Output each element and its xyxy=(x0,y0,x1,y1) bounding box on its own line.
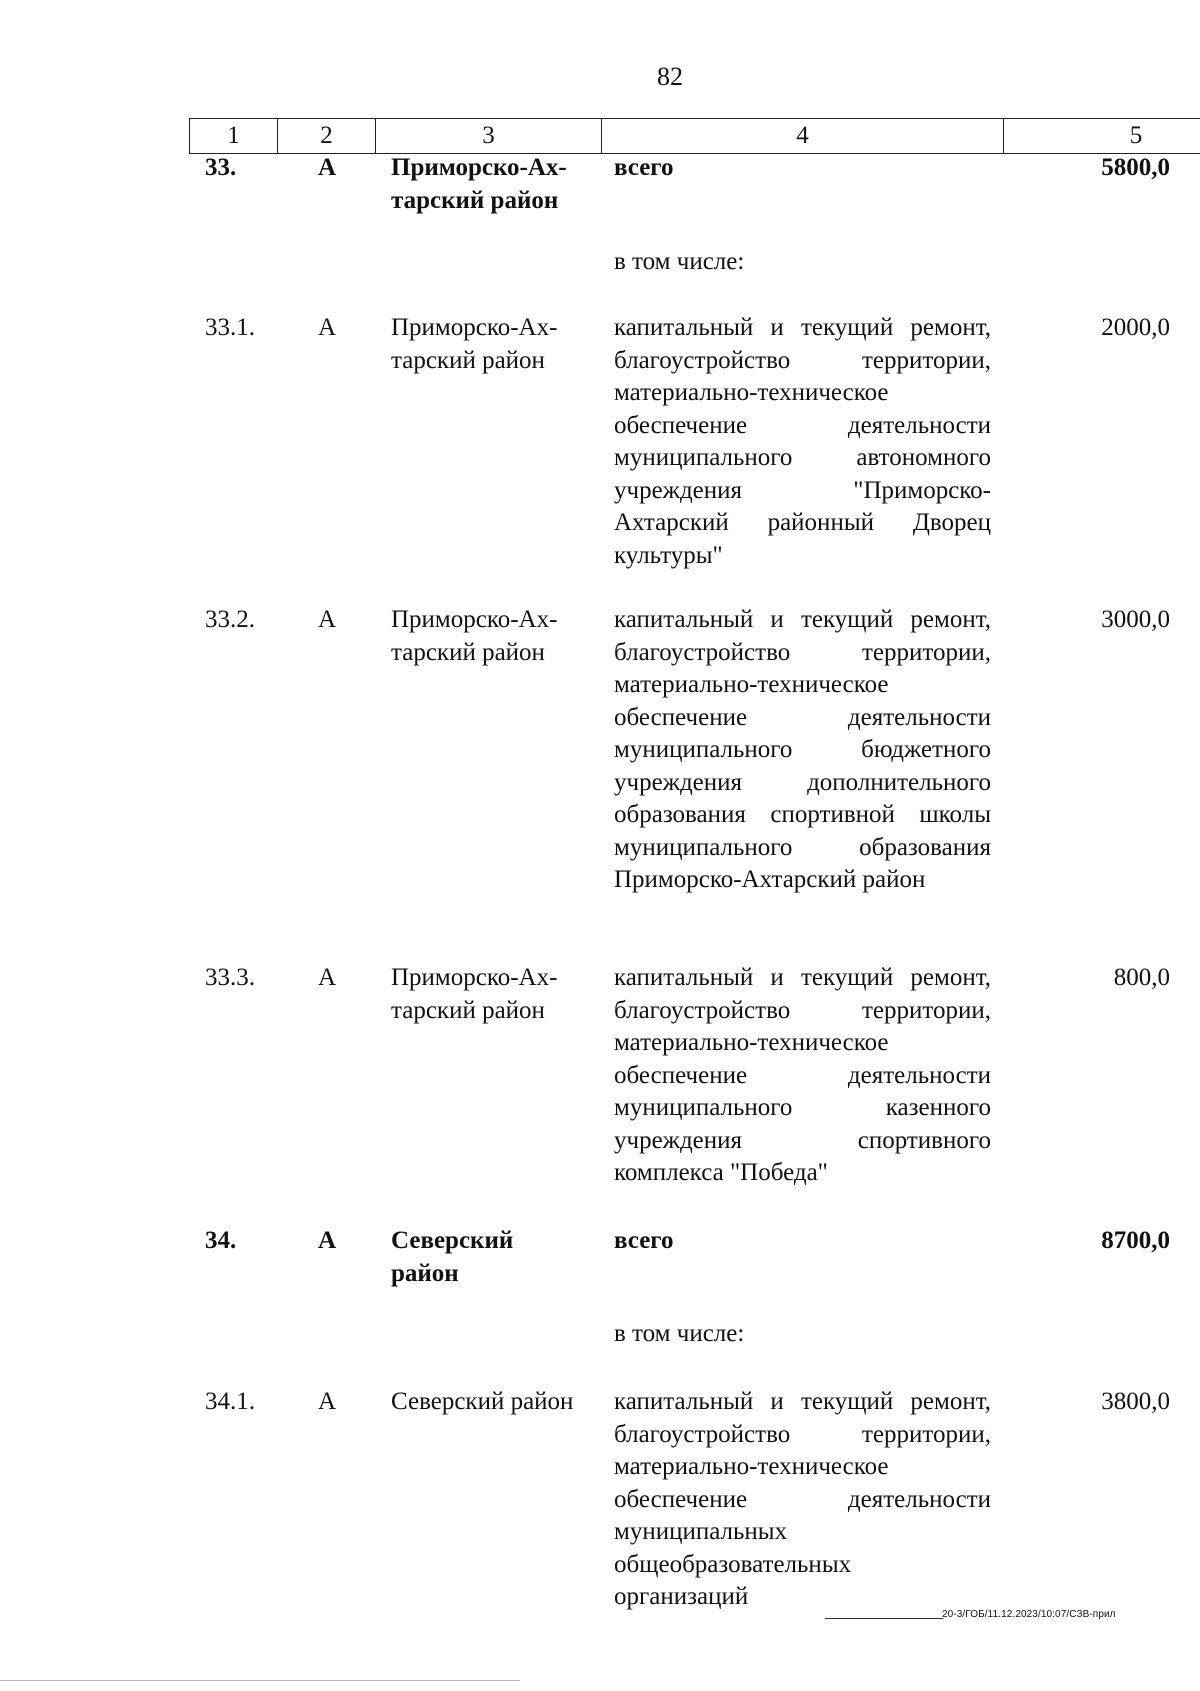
column-header-1: 1 xyxy=(190,119,278,153)
subtotal-label: в том числе: xyxy=(614,1320,745,1347)
row-category: А xyxy=(318,314,337,341)
column-header-row xyxy=(189,118,1200,154)
row-category: А xyxy=(318,606,337,633)
column-header-4: 4 xyxy=(602,119,1004,153)
row-amount: 2000,0 xyxy=(1101,314,1170,341)
row-amount: 3800,0 xyxy=(1101,1388,1170,1415)
row-number: 33.2. xyxy=(205,606,255,633)
footer-rule xyxy=(825,1618,943,1619)
row-description: капитальный и текущий ремонт, благоустройство территории, материально-техническое обеспечение деятельности муниципальных общеобразовательных организаций xyxy=(614,1388,991,1610)
page-edge-rule xyxy=(0,1680,520,1681)
row-amount: 5800,0 xyxy=(1101,154,1170,181)
row-amount: 3000,0 xyxy=(1101,606,1170,633)
subtotal-label: в том числе: xyxy=(614,248,745,275)
column-header-5: 5 xyxy=(1129,122,1143,149)
row-municipality: Приморско-Ах-тарский район xyxy=(391,154,567,214)
row-category: А xyxy=(318,1388,337,1415)
column-header-3: 3 xyxy=(376,119,602,153)
row-number: 33.3. xyxy=(205,964,255,991)
page-number: 82 xyxy=(657,62,683,91)
row-description: всего xyxy=(614,1227,674,1254)
row-municipality: Приморско-Ах-тарский район xyxy=(391,314,558,374)
row-amount: 8700,0 xyxy=(1101,1227,1170,1254)
row-description: капитальный и текущий ремонт, благоустройство территории, материально-техническое обеспечение деятельности муниципального автономного учреждения "Приморско-Ахтарский районный Дворец культуры" xyxy=(614,314,991,569)
row-category: А xyxy=(318,154,337,181)
row-number: 33. xyxy=(205,154,237,181)
row-municipality: Северский район xyxy=(391,1227,514,1287)
row-description: всего xyxy=(614,154,674,181)
document-code: 20-3/ГОБ/11.12.2023/10:07/СЗВ-прил xyxy=(942,1609,1116,1620)
row-category: А xyxy=(318,964,337,991)
row-municipality: Приморско-Ах-тарский район xyxy=(391,606,558,666)
row-description: капитальный и текущий ремонт, благоустройство территории, материально-техническое обеспечение деятельности муниципального казенного учреждения спортивного комплекса "Победа" xyxy=(614,964,991,1186)
row-category: А xyxy=(318,1227,337,1254)
row-municipality: Северский район xyxy=(391,1388,574,1415)
row-description: капитальный и текущий ремонт, благоустройство территории, материально-техническое обеспечение деятельности муниципального бюджетного учреждения дополнительного образования спортивной школы муниципального образования Приморско-Ахтарский район xyxy=(614,606,991,893)
row-municipality: Приморско-Ах-тарский район xyxy=(391,964,558,1024)
row-number: 33.1. xyxy=(205,314,255,341)
row-number: 34. xyxy=(205,1227,237,1254)
column-header-2: 2 xyxy=(278,119,376,153)
row-amount: 800,0 xyxy=(1113,964,1170,991)
row-number: 34.1. xyxy=(205,1388,255,1415)
